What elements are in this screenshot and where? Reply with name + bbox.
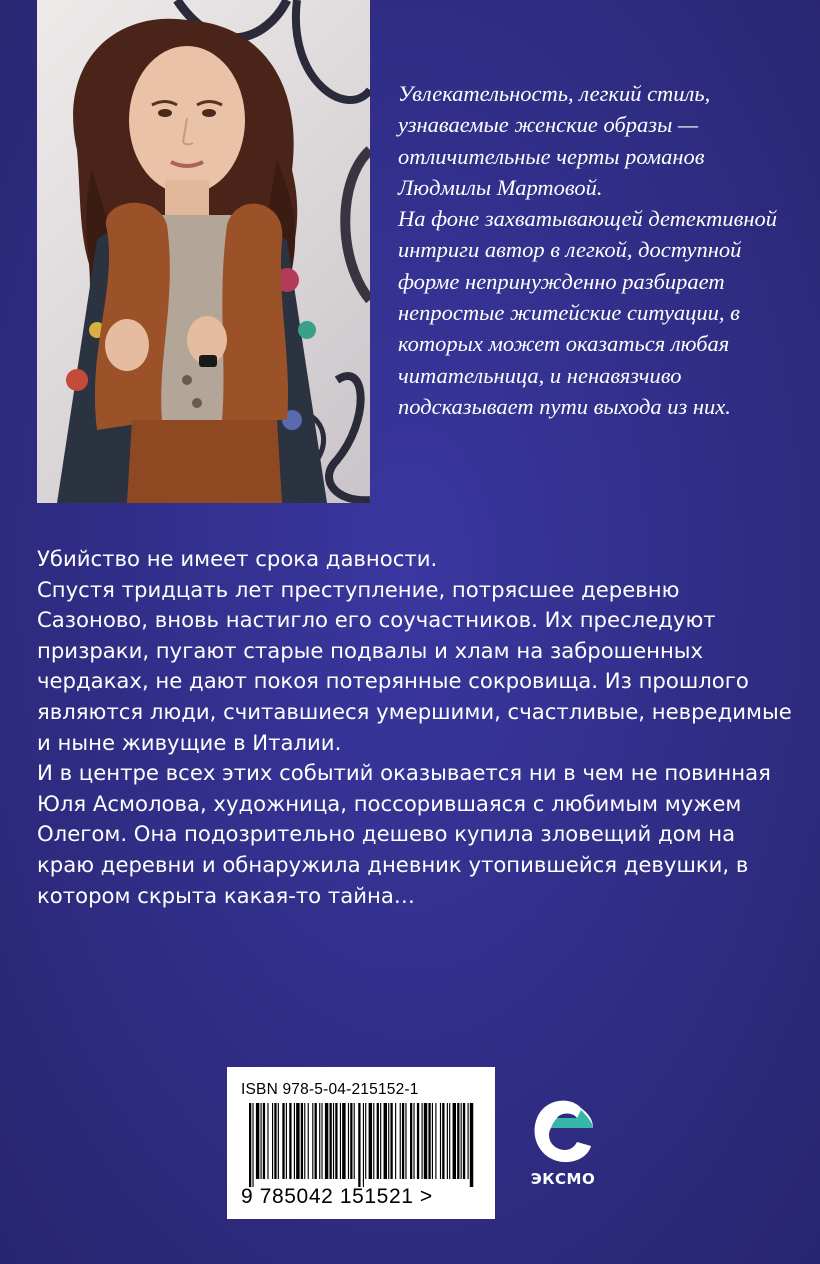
- barcode-bar: [282, 1103, 284, 1179]
- barcode-bar: [470, 1103, 473, 1187]
- barcode-bar: [384, 1103, 387, 1179]
- barcode-bar: [417, 1103, 419, 1179]
- barcode-bar: [333, 1103, 334, 1179]
- barcode-bar: [330, 1103, 332, 1179]
- barcode-bar: [432, 1103, 433, 1179]
- barcode-bar: [442, 1103, 444, 1179]
- blurb-paragraph: Спустя тридцать лет преступление, потрясшее деревню Сазоново, вновь настигло его соучастников. Их преследуют призраки, пугают старые подвалы и хлам на заброшенных чердаках, не дают покоя потерянные сокровища. Из прошлого являются люди, считавшиеся умершими, счастливые, невредимые и ныне живущие в Италии.: [37, 576, 792, 755]
- publisher-logo: [523, 1096, 603, 1192]
- barcode-bar: [457, 1103, 459, 1179]
- barcode-bar: [377, 1103, 379, 1179]
- barcode-bar: [289, 1103, 291, 1179]
- barcode-bar: [468, 1103, 469, 1179]
- barcode-bar: [363, 1103, 364, 1187]
- barcode-bar: [358, 1103, 360, 1187]
- barcode-bar: [261, 1103, 262, 1179]
- barcode-bar: [428, 1103, 430, 1179]
- barcode-bar: [463, 1103, 465, 1179]
- eksmo-logo-icon: [523, 1096, 603, 1170]
- barcode-bar: [325, 1103, 328, 1179]
- barcode-bar: [388, 1103, 389, 1179]
- barcode-bar: [286, 1103, 287, 1179]
- barcode-bar: [342, 1103, 345, 1179]
- author-annotation: [398, 78, 798, 422]
- barcode-bar: [365, 1103, 366, 1179]
- isbn-barcode: [227, 1067, 495, 1219]
- barcode-bar: [256, 1103, 259, 1179]
- barcode-bar: [350, 1103, 352, 1179]
- annotation-paragraph: На фоне захватывающей детективной интриги автор в легкой, доступной форме непринужденно разбирает непростые житейские ситуации, в которых может оказаться любая читательница, и ненавязчиво подсказывает пути выхода из них.: [398, 206, 778, 419]
- barcode-bar: [461, 1103, 462, 1179]
- author-portrait-illustration: [37, 0, 370, 503]
- barcode-bar: [315, 1103, 317, 1179]
- barcode-bar: [335, 1103, 337, 1179]
- barcode-bar: [447, 1103, 448, 1179]
- barcode-bar: [453, 1103, 456, 1179]
- barcode-bars: [249, 1103, 475, 1187]
- barcode-bar: [301, 1103, 303, 1179]
- barcode-bar: [348, 1103, 349, 1179]
- barcode-bar: [304, 1103, 305, 1179]
- barcode-bar: [402, 1103, 404, 1179]
- barcode-bar: [319, 1103, 320, 1179]
- barcode-bar: [405, 1103, 406, 1179]
- barcode-bar: [373, 1103, 374, 1179]
- barcode-bar: [413, 1103, 414, 1179]
- blurb-paragraph: Убийство не имеет срока давности.: [37, 546, 438, 571]
- isbn-label: ISBN 978-5-04-215152-1: [241, 1081, 419, 1098]
- barcode-bar: [296, 1103, 299, 1179]
- barcode-bar: [449, 1103, 450, 1179]
- barcode-bar: [380, 1103, 381, 1179]
- barcode-bar: [267, 1103, 268, 1179]
- barcode-bar: [395, 1103, 396, 1179]
- barcode-bar: [294, 1103, 295, 1179]
- barcode-bar: [435, 1103, 436, 1179]
- barcode-bar: [249, 1103, 251, 1187]
- barcode-bar: [410, 1103, 412, 1179]
- barcode-bar: [308, 1103, 309, 1179]
- barcode-bar: [312, 1103, 313, 1179]
- barcode-bar: [369, 1103, 372, 1179]
- barcode-bar: [354, 1103, 355, 1179]
- barcode-bar: [390, 1103, 392, 1179]
- barcode-bar: [321, 1103, 322, 1179]
- barcode-bar: [274, 1103, 276, 1179]
- annotation-paragraph: Увлекательность, легкий стиль, узнаваемые женские образы — отличительные черты романов Людмилы Мартовой.: [398, 81, 711, 200]
- barcode-bar: [278, 1103, 279, 1179]
- barcode-bar: [252, 1103, 253, 1187]
- barcode-bar: [340, 1103, 341, 1179]
- blurb-paragraph: И в центре всех этих событий оказывается ни в чем не повинная Юля Асмолова, художница, поссорившаяся с любимым мужем Олегом. Она подозрительно дешево купила зловещий дом на краю деревни и обнаружила дневник утопившейся девушки, в котором скрыта какая-то тайна…: [37, 760, 771, 908]
- publisher-name: ЭКСМО: [530, 1170, 596, 1188]
- barcode-bar: [263, 1103, 265, 1179]
- barcode-bar: [272, 1103, 273, 1179]
- author-photo: [37, 0, 370, 503]
- barcode-bar: [440, 1103, 441, 1179]
- barcode-bar: [424, 1103, 427, 1179]
- book-blurb: [37, 544, 797, 911]
- barcode-bar: [400, 1103, 401, 1179]
- barcode-bar: [422, 1103, 423, 1179]
- barcode-digits: 9 785042 151521 >: [241, 1185, 433, 1208]
